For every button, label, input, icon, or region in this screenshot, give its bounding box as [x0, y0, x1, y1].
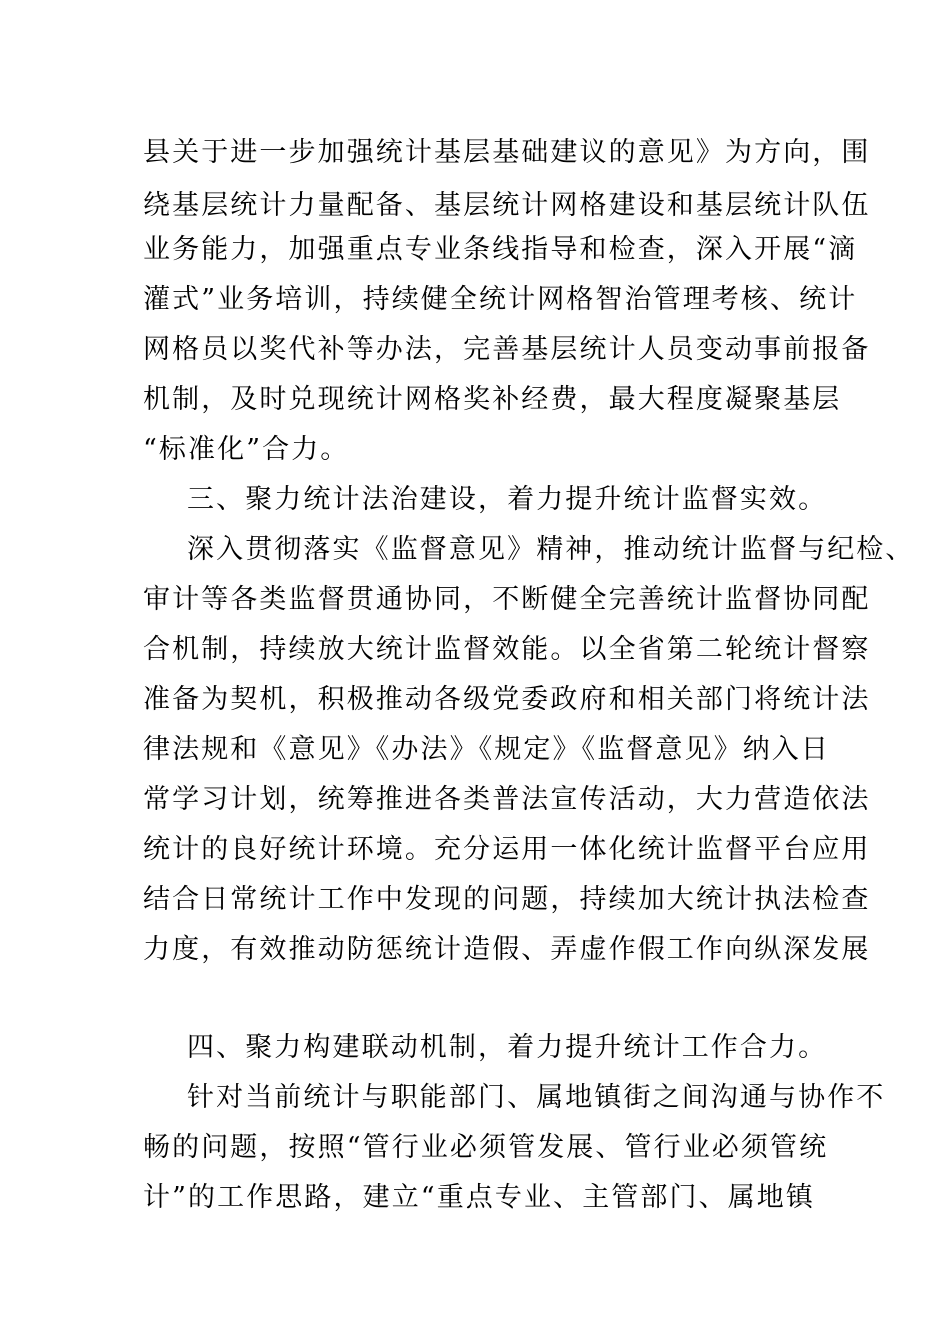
text-line: 合机制，持续放大统计监督效能。以全省第二轮统计督察 — [143, 634, 871, 665]
text-line: 深入贯彻落实《监督意见》精神，推动统计监督与纪检、 — [187, 534, 915, 565]
text-line: 统计的良好统计环境。充分运用一体化统计监督平台应用 — [143, 834, 871, 865]
text-line: 机制，及时兑现统计网格奖补经费，最大程度凝聚基层 — [143, 384, 842, 415]
text-line: 畅的问题，按照“管行业必须管发展、管行业必须管统 — [143, 1132, 829, 1163]
text-line: 灌式”业务培训，持续健全统计网格智治管理考核、统计 — [143, 284, 858, 315]
text-line: 审计等各类监督贯通协同，不断健全完善统计监督协同配 — [143, 584, 871, 615]
text-line: 绕基层统计力量配备、基层统计网格建设和基层统计队伍 — [143, 190, 871, 221]
section-heading-3: 三、聚力统计法治建设，着力提升统计监督实效。 — [187, 484, 828, 515]
text-line: 结合日常统计工作中发现的问题，持续加大统计执法检查 — [143, 884, 871, 915]
section-heading-4: 四、聚力构建联动机制，着力提升统计工作合力。 — [187, 1032, 828, 1063]
text-line: “标准化”合力。 — [143, 434, 350, 465]
text-line: 常学习计划，统筹推进各类普法宣传活动，大力营造依法 — [143, 784, 871, 815]
text-line: 县关于进一步加强统计基层基础建议的意见》为方向，围 — [143, 137, 871, 168]
text-line: 业务能力，加强重点专业条线指导和检查，深入开展“滴 — [143, 234, 858, 265]
text-line: 针对当前统计与职能部门、属地镇街之间沟通与协作不 — [187, 1082, 886, 1113]
text-line: 力度，有效推动防惩统计造假、弄虚作假工作向纵深发展 — [143, 934, 871, 965]
text-line: 网格员以奖代补等办法，完善基层统计人员变动事前报备 — [143, 334, 871, 365]
text-line: 准备为契机，积极推动各级党委政府和相关部门将统计法 — [143, 684, 871, 715]
text-line: 律法规和《意见》《办法》《规定》《监督意见》纳入日 — [143, 734, 830, 765]
text-line: 计”的工作思路，建立“重点专业、主管部门、属地镇 — [143, 1182, 816, 1213]
